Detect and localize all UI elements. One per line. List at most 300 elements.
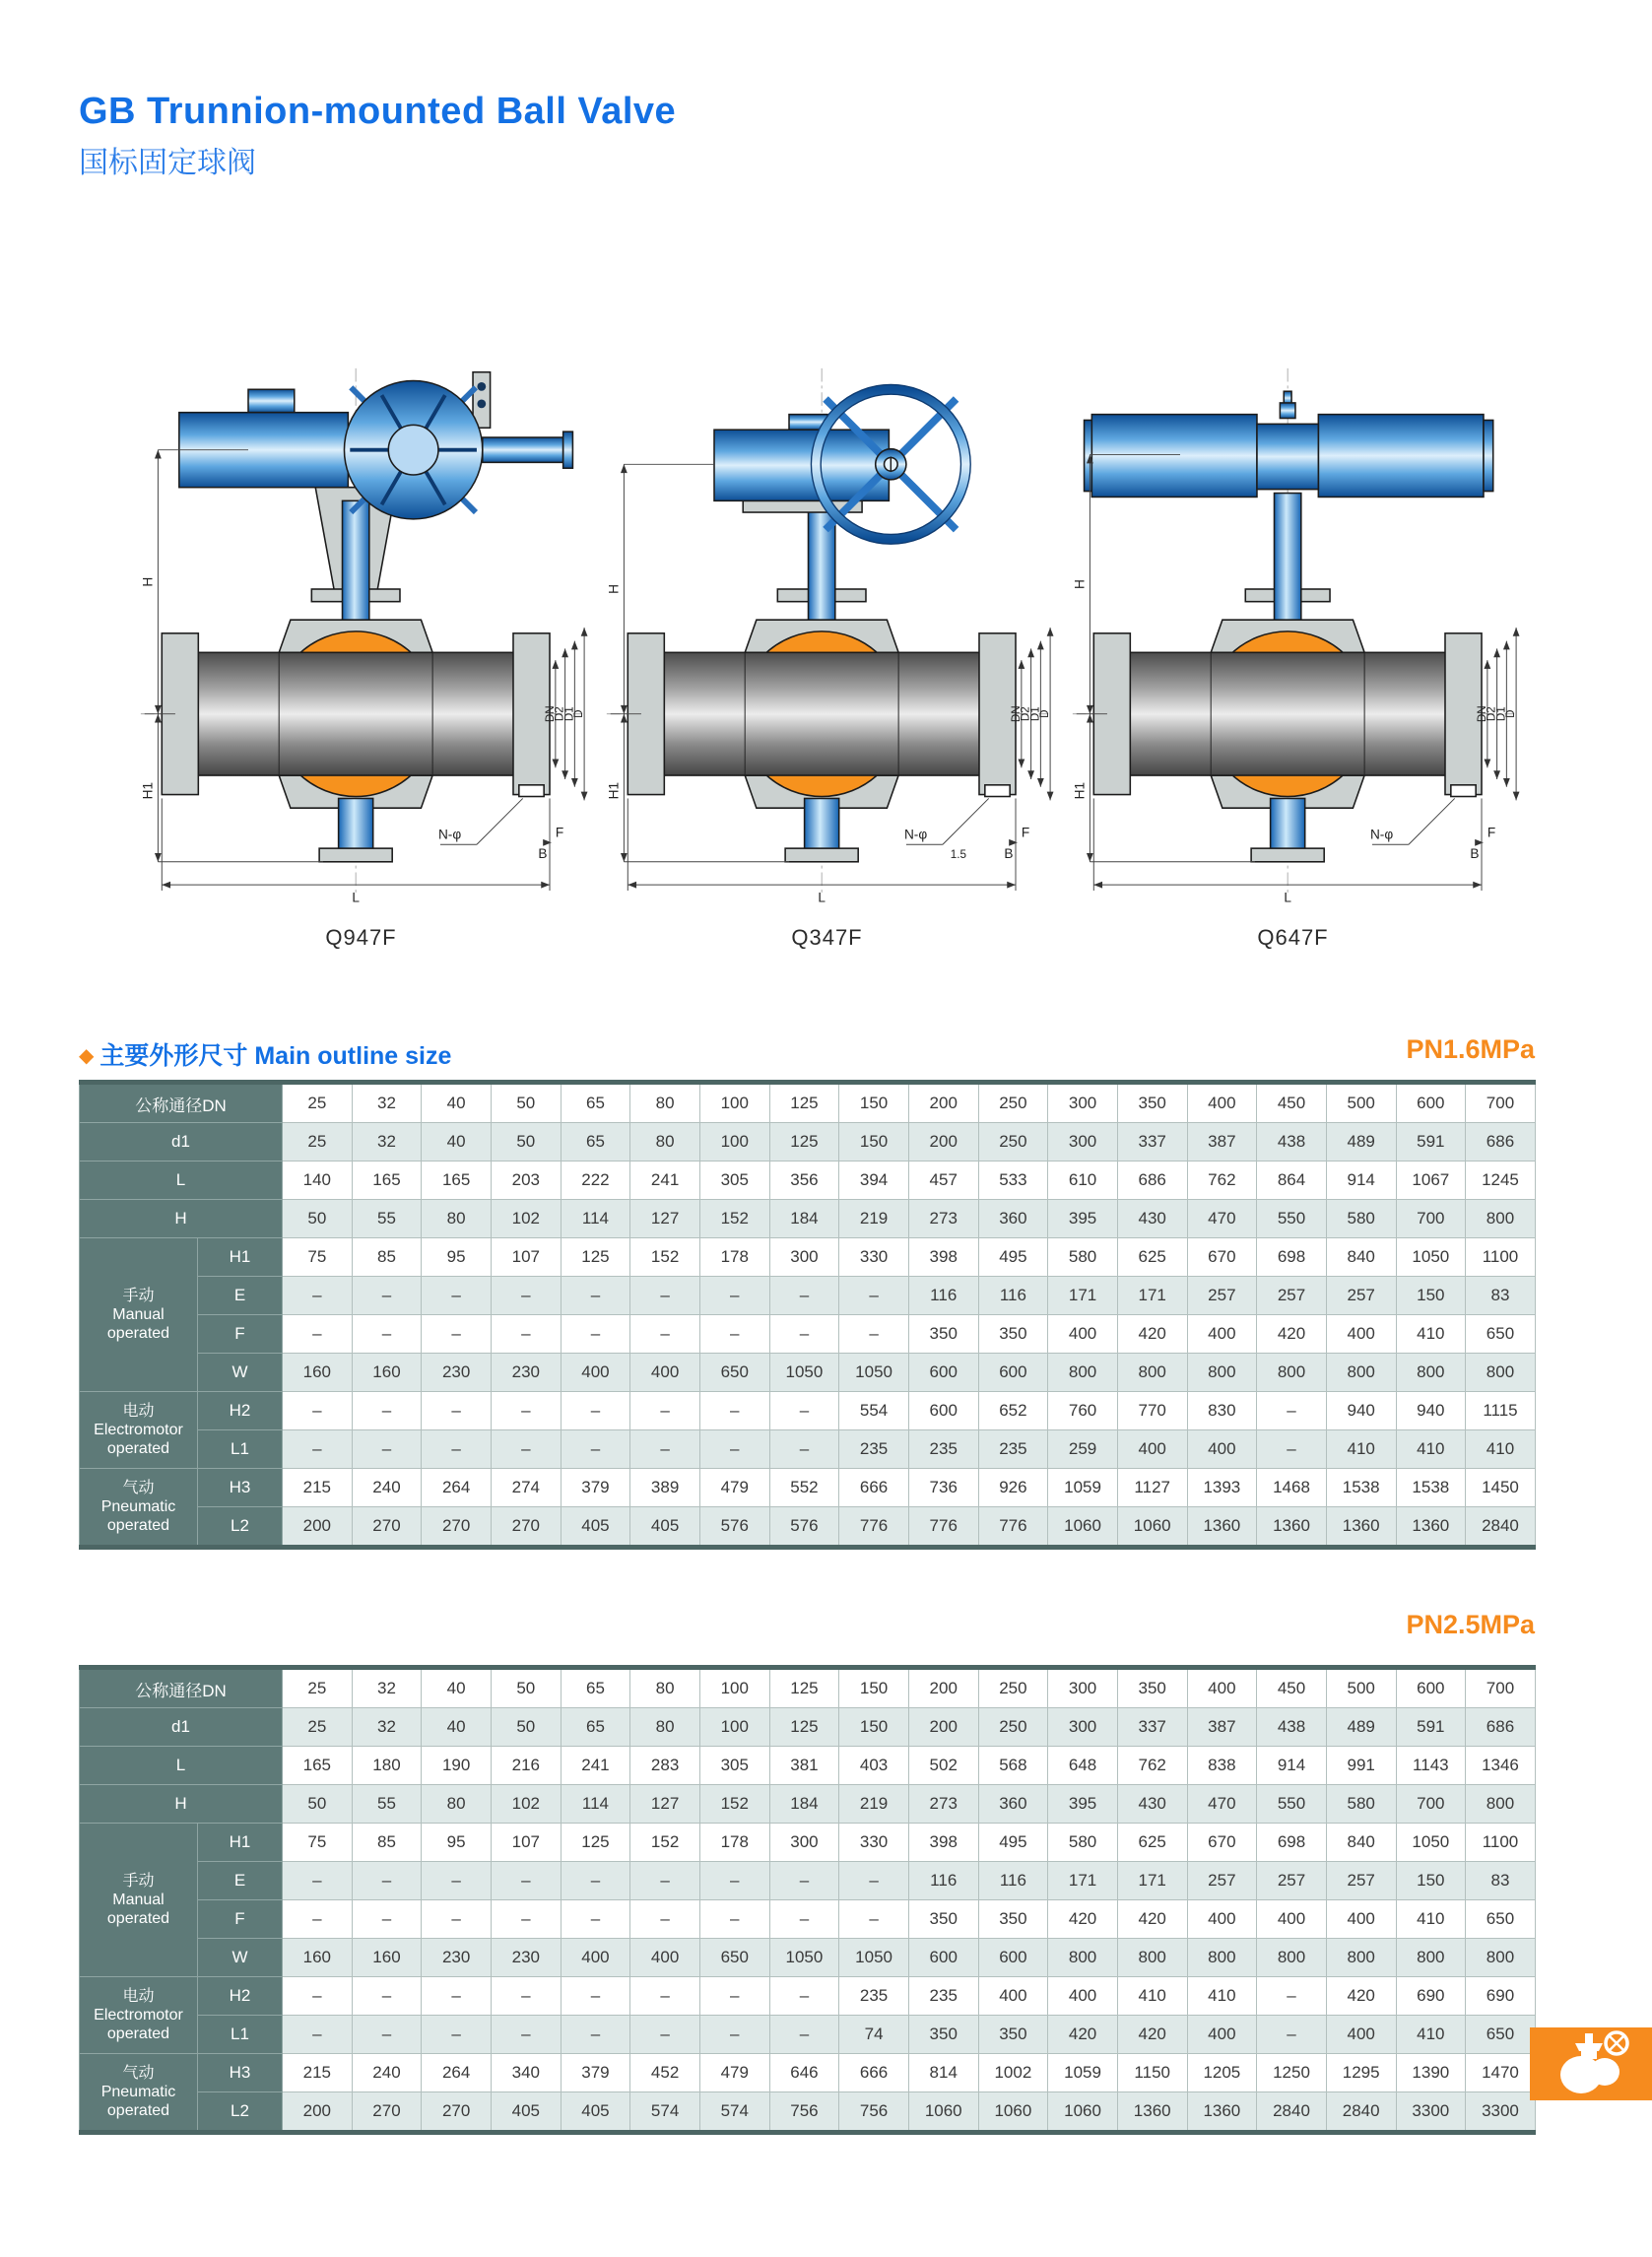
table-cell: 350 (1117, 1083, 1187, 1123)
table-cell: 650 (699, 1939, 769, 1977)
table-cell: 1390 (1396, 2054, 1466, 2092)
table-cell: – (491, 1430, 561, 1469)
table-cell: 666 (839, 1469, 909, 1507)
valve-drawing-q347f (594, 264, 1060, 954)
table-cell: 1150 (1117, 2054, 1187, 2092)
table-cell: – (630, 1430, 700, 1469)
table-cell: 387 (1187, 1123, 1257, 1162)
table-cell: 650 (699, 1354, 769, 1392)
table-cell: 140 (283, 1162, 353, 1200)
table-cell: 552 (769, 1469, 839, 1507)
table-cell: – (491, 1977, 561, 2016)
table-cell: 400 (978, 1977, 1048, 2016)
table-cell: 600 (908, 1392, 978, 1430)
table-cell: 580 (1048, 1824, 1118, 1862)
table-cell: 241 (630, 1162, 700, 1200)
table-cell: – (769, 1277, 839, 1315)
table-cell: – (352, 1277, 422, 1315)
table-cell: 610 (1048, 1162, 1118, 1200)
table-cell: 350 (908, 2016, 978, 2054)
table-cell: 533 (978, 1162, 1048, 1200)
table-cell: 500 (1326, 1083, 1396, 1123)
table-row-W (80, 1354, 1536, 1392)
table-cell: – (561, 1977, 630, 2016)
table-cell: – (630, 1977, 700, 2016)
table-cell: 698 (1257, 1238, 1327, 1277)
svg-text:F: F (555, 825, 563, 840)
table-cell: – (769, 1977, 839, 2016)
row-label-H2: H2 (198, 1392, 283, 1430)
table-cell: – (352, 2016, 422, 2054)
table-cell: 400 (561, 1354, 630, 1392)
table-cell: 1538 (1396, 1469, 1466, 1507)
table-cell: 1468 (1257, 1469, 1327, 1507)
table-cell: 360 (978, 1200, 1048, 1238)
table-cell: 273 (908, 1785, 978, 1824)
table-cell: 95 (422, 1238, 492, 1277)
table-cell: 625 (1117, 1824, 1187, 1862)
table-cell: 1360 (1187, 1507, 1257, 1548)
table-cell: 350 (978, 2016, 1048, 2054)
table-cell: 1127 (1117, 1469, 1187, 1507)
table-cell: 32 (352, 1123, 422, 1162)
table-cell: 1100 (1466, 1824, 1536, 1862)
table-cell: 125 (561, 1824, 630, 1862)
table-cell: – (561, 1430, 630, 1469)
row-label-W: W (198, 1354, 283, 1392)
table-cell: 940 (1396, 1392, 1466, 1430)
table-cell: 400 (1187, 1315, 1257, 1354)
svg-text:DN: DN (543, 705, 557, 723)
table-cell: – (283, 1392, 353, 1430)
row-label-H: H (80, 1200, 283, 1238)
table-cell: 75 (283, 1824, 353, 1862)
table-cell: 403 (839, 1747, 909, 1785)
group-label: 手动 Manual operated (80, 1238, 198, 1392)
table-cell: 410 (1396, 1315, 1466, 1354)
table-cell: 216 (491, 1747, 561, 1785)
table-row-H2 (80, 1977, 1536, 2016)
table-cell: 838 (1187, 1747, 1257, 1785)
svg-text:N-φ: N-φ (1369, 827, 1393, 842)
table-cell: 1360 (1187, 2092, 1257, 2133)
table-cell: – (1257, 1977, 1327, 2016)
table-cell: 230 (491, 1354, 561, 1392)
table-cell: 160 (352, 1939, 422, 1977)
table-cell: 405 (491, 2092, 561, 2133)
table-cell: 489 (1326, 1708, 1396, 1747)
table-cell: 500 (1326, 1668, 1396, 1708)
group-label: 气动 Pneumatic operated (80, 1469, 198, 1548)
table-cell: 75 (283, 1238, 353, 1277)
table-cell: – (283, 1862, 353, 1900)
table-cell: 200 (908, 1083, 978, 1123)
table-cell: 398 (908, 1824, 978, 1862)
table-cell: 305 (699, 1162, 769, 1200)
row-label-H: H (80, 1785, 283, 1824)
table-cell: – (561, 1315, 630, 1354)
table-cell: 1360 (1396, 1507, 1466, 1548)
table-cell: – (839, 1315, 909, 1354)
row-label-E: E (198, 1277, 283, 1315)
table-cell: 116 (978, 1277, 1048, 1315)
table-cell: 200 (283, 2092, 353, 2133)
table-cell: 470 (1187, 1785, 1257, 1824)
table-cell: 760 (1048, 1392, 1118, 1430)
table-cell: 50 (491, 1708, 561, 1747)
table-cell: 2840 (1257, 2092, 1327, 2133)
table-cell: 400 (1117, 1430, 1187, 1469)
table-cell: 600 (908, 1939, 978, 1977)
table-cell: 83 (1466, 1862, 1536, 1900)
table-cell: – (491, 1277, 561, 1315)
table-row-H1 (80, 1824, 1536, 1862)
table-cell: 1205 (1187, 2054, 1257, 2092)
table-cell: 350 (1117, 1668, 1187, 1708)
table-row-公称通径DN (80, 1083, 1536, 1123)
table-cell: 554 (839, 1392, 909, 1430)
table-row-L (80, 1747, 1536, 1785)
table-cell: 235 (839, 1430, 909, 1469)
table-cell: 184 (769, 1200, 839, 1238)
table-cell: 800 (1466, 1354, 1536, 1392)
table-cell: 32 (352, 1668, 422, 1708)
table-cell: 580 (1326, 1200, 1396, 1238)
table-cell: 1050 (769, 1939, 839, 1977)
table-cell: 40 (422, 1668, 492, 1708)
table-cell: 736 (908, 1469, 978, 1507)
table-cell: – (630, 1277, 700, 1315)
table-cell: 83 (1466, 1277, 1536, 1315)
row-label-H3: H3 (198, 2054, 283, 2092)
svg-text:L: L (351, 890, 360, 905)
table-cell: 495 (978, 1824, 1048, 1862)
table-cell: 800 (1048, 1939, 1118, 1977)
table-cell: – (422, 2016, 492, 2054)
table-cell: 438 (1257, 1708, 1327, 1747)
table-cell: 648 (1048, 1747, 1118, 1785)
table-cell: 114 (561, 1200, 630, 1238)
table-cell: 283 (630, 1747, 700, 1785)
table-cell: 800 (1326, 1939, 1396, 1977)
table-cell: 410 (1326, 1430, 1396, 1469)
table-cell: 420 (1048, 2016, 1118, 2054)
drawing-caption: Q347F (791, 925, 863, 950)
table-cell: 356 (769, 1162, 839, 1200)
table-cell: 400 (1326, 1315, 1396, 1354)
table-cell: 1050 (839, 1354, 909, 1392)
table-cell: 450 (1257, 1083, 1327, 1123)
table-cell: 400 (630, 1354, 700, 1392)
table-cell: 300 (769, 1238, 839, 1277)
table-cell: 215 (283, 2054, 353, 2092)
svg-text:D1: D1 (562, 706, 575, 722)
group-label: 气动 Pneumatic operated (80, 2054, 198, 2133)
table-cell: 379 (561, 1469, 630, 1507)
table-cell: 840 (1326, 1824, 1396, 1862)
table-cell: 330 (839, 1238, 909, 1277)
table-cell: 152 (699, 1200, 769, 1238)
svg-text:H: H (1072, 579, 1088, 590)
table-cell: 550 (1257, 1200, 1327, 1238)
table-cell: 85 (352, 1824, 422, 1862)
table-cell: 690 (1466, 1977, 1536, 2016)
table-cell: 420 (1326, 1977, 1396, 2016)
table-cell: 240 (352, 1469, 422, 1507)
table-cell: 686 (1117, 1162, 1187, 1200)
drawing-caption: Q947F (325, 925, 397, 950)
table-cell: – (769, 1315, 839, 1354)
table-cell: 400 (1048, 1977, 1118, 2016)
table-cell: 800 (1326, 1354, 1396, 1392)
table-cell: 400 (1326, 2016, 1396, 2054)
table-cell: 864 (1257, 1162, 1327, 1200)
pn25-table (79, 1665, 1536, 2135)
table-cell: 400 (1187, 1900, 1257, 1939)
table-cell: 591 (1396, 1708, 1466, 1747)
svg-text:D2: D2 (553, 706, 566, 722)
table-cell: 165 (352, 1162, 422, 1200)
row-label-L1: L1 (198, 1430, 283, 1469)
table-cell: 337 (1117, 1123, 1187, 1162)
table-cell: 1050 (1396, 1238, 1466, 1277)
table-cell: 340 (491, 2054, 561, 2092)
table-cell: 50 (283, 1785, 353, 1824)
table-cell: 80 (630, 1083, 700, 1123)
table-cell: 1250 (1257, 2054, 1327, 2092)
table-cell: 150 (1396, 1862, 1466, 1900)
table-cell: 25 (283, 1083, 353, 1123)
table-cell: 200 (283, 1507, 353, 1548)
table-cell: 495 (978, 1238, 1048, 1277)
table-cell: 1538 (1326, 1469, 1396, 1507)
table-cell: – (630, 1392, 700, 1430)
svg-text:D: D (1503, 709, 1517, 718)
table-cell: 410 (1396, 1900, 1466, 1939)
table-cell: – (699, 1315, 769, 1354)
table-cell: 991 (1326, 1747, 1396, 1785)
table-cell: 3300 (1466, 2092, 1536, 2133)
table-cell: 107 (491, 1824, 561, 1862)
table-cell: – (352, 1315, 422, 1354)
row-label-公称通径DN: 公称通径DN (80, 1083, 283, 1123)
valve-cross-section-gear (594, 264, 1060, 919)
table-row-L1 (80, 2016, 1536, 2054)
table-cell: 65 (561, 1668, 630, 1708)
table-cell: – (561, 1900, 630, 1939)
table-row-H1 (80, 1238, 1536, 1277)
table-cell: 230 (422, 1354, 492, 1392)
svg-text:D: D (1037, 709, 1051, 718)
table-cell: 235 (978, 1430, 1048, 1469)
page-title: GB Trunnion-mounted Ball Valve (79, 91, 677, 132)
table-cell: 350 (908, 1900, 978, 1939)
table-cell: 387 (1187, 1708, 1257, 1747)
table-cell: 1100 (1466, 1238, 1536, 1277)
table-cell: 646 (769, 2054, 839, 2092)
table-cell: 80 (630, 1708, 700, 1747)
table-cell: 914 (1326, 1162, 1396, 1200)
table-cell: – (769, 1392, 839, 1430)
table-cell: 50 (491, 1083, 561, 1123)
table-cell: 219 (839, 1200, 909, 1238)
table-cell: – (1257, 2016, 1327, 2054)
table-cell: 420 (1257, 1315, 1327, 1354)
table-cell: 1060 (1048, 2092, 1118, 2133)
section-heading (79, 1036, 1535, 1070)
table-cell: 165 (422, 1162, 492, 1200)
table-cell: – (630, 1315, 700, 1354)
table-cell: 1060 (1048, 1507, 1118, 1548)
table-cell: 171 (1117, 1862, 1187, 1900)
table-cell: 40 (422, 1123, 492, 1162)
svg-text:H: H (140, 576, 156, 587)
table-cell: 770 (1117, 1392, 1187, 1430)
table-cell: – (283, 1430, 353, 1469)
table-cell: 350 (978, 1900, 1048, 1939)
table-cell: 420 (1117, 2016, 1187, 2054)
table-cell: 25 (283, 1708, 353, 1747)
drawing-caption: Q647F (1257, 925, 1329, 950)
svg-text:H: H (606, 584, 622, 594)
table-cell: 257 (1187, 1277, 1257, 1315)
table-cell: – (630, 1900, 700, 1939)
table-cell: 776 (908, 1507, 978, 1548)
table-cell: 400 (561, 1939, 630, 1977)
table-cell: 940 (1326, 1392, 1396, 1430)
table-cell: – (422, 1900, 492, 1939)
table-cell: – (352, 1900, 422, 1939)
row-label-W: W (198, 1939, 283, 1977)
table-cell: 400 (1048, 1315, 1118, 1354)
table-cell: 670 (1187, 1824, 1257, 1862)
table-cell: 200 (908, 1123, 978, 1162)
table-row-W (80, 1939, 1536, 1977)
table-cell: 25 (283, 1123, 353, 1162)
table-cell: 1059 (1048, 2054, 1118, 2092)
table-cell: 381 (769, 1747, 839, 1785)
table-cell: 32 (352, 1083, 422, 1123)
row-label-公称通径DN: 公称通径DN (80, 1668, 283, 1708)
table-cell: 116 (908, 1277, 978, 1315)
table-cell: 405 (630, 1507, 700, 1548)
row-label-d1: d1 (80, 1123, 283, 1162)
table-cell: 1346 (1466, 1747, 1536, 1785)
table-cell: 270 (491, 1507, 561, 1548)
table-cell: 776 (978, 1507, 1048, 1548)
table-row-F (80, 1900, 1536, 1939)
table-cell: 1002 (978, 2054, 1048, 2092)
page-subtitle: 国标固定球阀 (79, 147, 256, 179)
table-cell: 700 (1466, 1083, 1536, 1123)
table-cell: – (1257, 1430, 1327, 1469)
table-cell: 410 (1396, 1430, 1466, 1469)
pn16-table (79, 1080, 1536, 1550)
table-cell: 100 (699, 1708, 769, 1747)
table-cell: 452 (630, 2054, 700, 2092)
table-cell: 600 (978, 1939, 1048, 1977)
table-cell: – (699, 1430, 769, 1469)
table-cell: 1050 (769, 1354, 839, 1392)
table-cell: – (630, 1862, 700, 1900)
table-row-d1 (80, 1708, 1536, 1747)
table-row-F (80, 1315, 1536, 1354)
table-cell: 398 (908, 1238, 978, 1277)
svg-text:D1: D1 (1493, 706, 1507, 722)
table-cell: 698 (1257, 1824, 1327, 1862)
table-cell: 273 (908, 1200, 978, 1238)
table-cell: 215 (283, 1469, 353, 1507)
valve-drawing-q647f (1060, 264, 1526, 954)
table-cell: 152 (630, 1238, 700, 1277)
table-cell: 410 (1396, 2016, 1466, 2054)
table-cell: 350 (978, 1315, 1048, 1354)
table-cell: – (422, 1315, 492, 1354)
svg-text:L: L (817, 890, 826, 905)
table-cell: 125 (561, 1238, 630, 1277)
table-cell: 1060 (1117, 1507, 1187, 1548)
table-cell: 264 (422, 2054, 492, 2092)
table-cell: 420 (1117, 1315, 1187, 1354)
table-cell: – (769, 1900, 839, 1939)
svg-text:N-φ: N-φ (437, 827, 461, 842)
table-cell: 259 (1048, 1430, 1118, 1469)
table-cell: 650 (1466, 1315, 1536, 1354)
svg-text:H1: H1 (606, 781, 622, 800)
table-cell: 400 (1187, 1430, 1257, 1469)
group-label: 电动 Electromotor operated (80, 1977, 198, 2054)
table-cell: 830 (1187, 1392, 1257, 1430)
table-cell: 400 (1187, 1668, 1257, 1708)
table-cell: 65 (561, 1083, 630, 1123)
table-cell: 178 (699, 1824, 769, 1862)
table-cell: 150 (839, 1123, 909, 1162)
table-cell: 700 (1466, 1668, 1536, 1708)
table-cell: 700 (1396, 1200, 1466, 1238)
table-cell: 100 (699, 1668, 769, 1708)
table-cell: 160 (283, 1939, 353, 1977)
table-cell: 150 (839, 1668, 909, 1708)
table-cell: 1143 (1396, 1747, 1466, 1785)
table-cell: 914 (1257, 1747, 1327, 1785)
table-cell: 50 (283, 1200, 353, 1238)
table-cell: 400 (1326, 1900, 1396, 1939)
table-cell: 580 (1048, 1238, 1118, 1277)
table-cell: 171 (1048, 1862, 1118, 1900)
table-cell: 574 (699, 2092, 769, 2133)
table-cell: 80 (422, 1200, 492, 1238)
row-label-H1: H1 (198, 1824, 283, 1862)
svg-text:B: B (1003, 845, 1013, 861)
table-cell: 3300 (1396, 2092, 1466, 2133)
table-cell: – (699, 2016, 769, 2054)
table-cell: – (352, 1862, 422, 1900)
table-cell: 125 (769, 1708, 839, 1747)
table-cell: 32 (352, 1708, 422, 1747)
table-cell: – (352, 1430, 422, 1469)
table-cell: 400 (1187, 2016, 1257, 2054)
table-row-H (80, 1200, 1536, 1238)
table-cell: 591 (1396, 1123, 1466, 1162)
table-cell: 479 (699, 2054, 769, 2092)
table-row-L2 (80, 1507, 1536, 1548)
table-cell: 1393 (1187, 1469, 1257, 1507)
table-cell: 40 (422, 1708, 492, 1747)
table-cell: 300 (1048, 1083, 1118, 1123)
table-cell: 102 (491, 1200, 561, 1238)
table-cell: – (699, 1392, 769, 1430)
table-cell: – (769, 2016, 839, 2054)
